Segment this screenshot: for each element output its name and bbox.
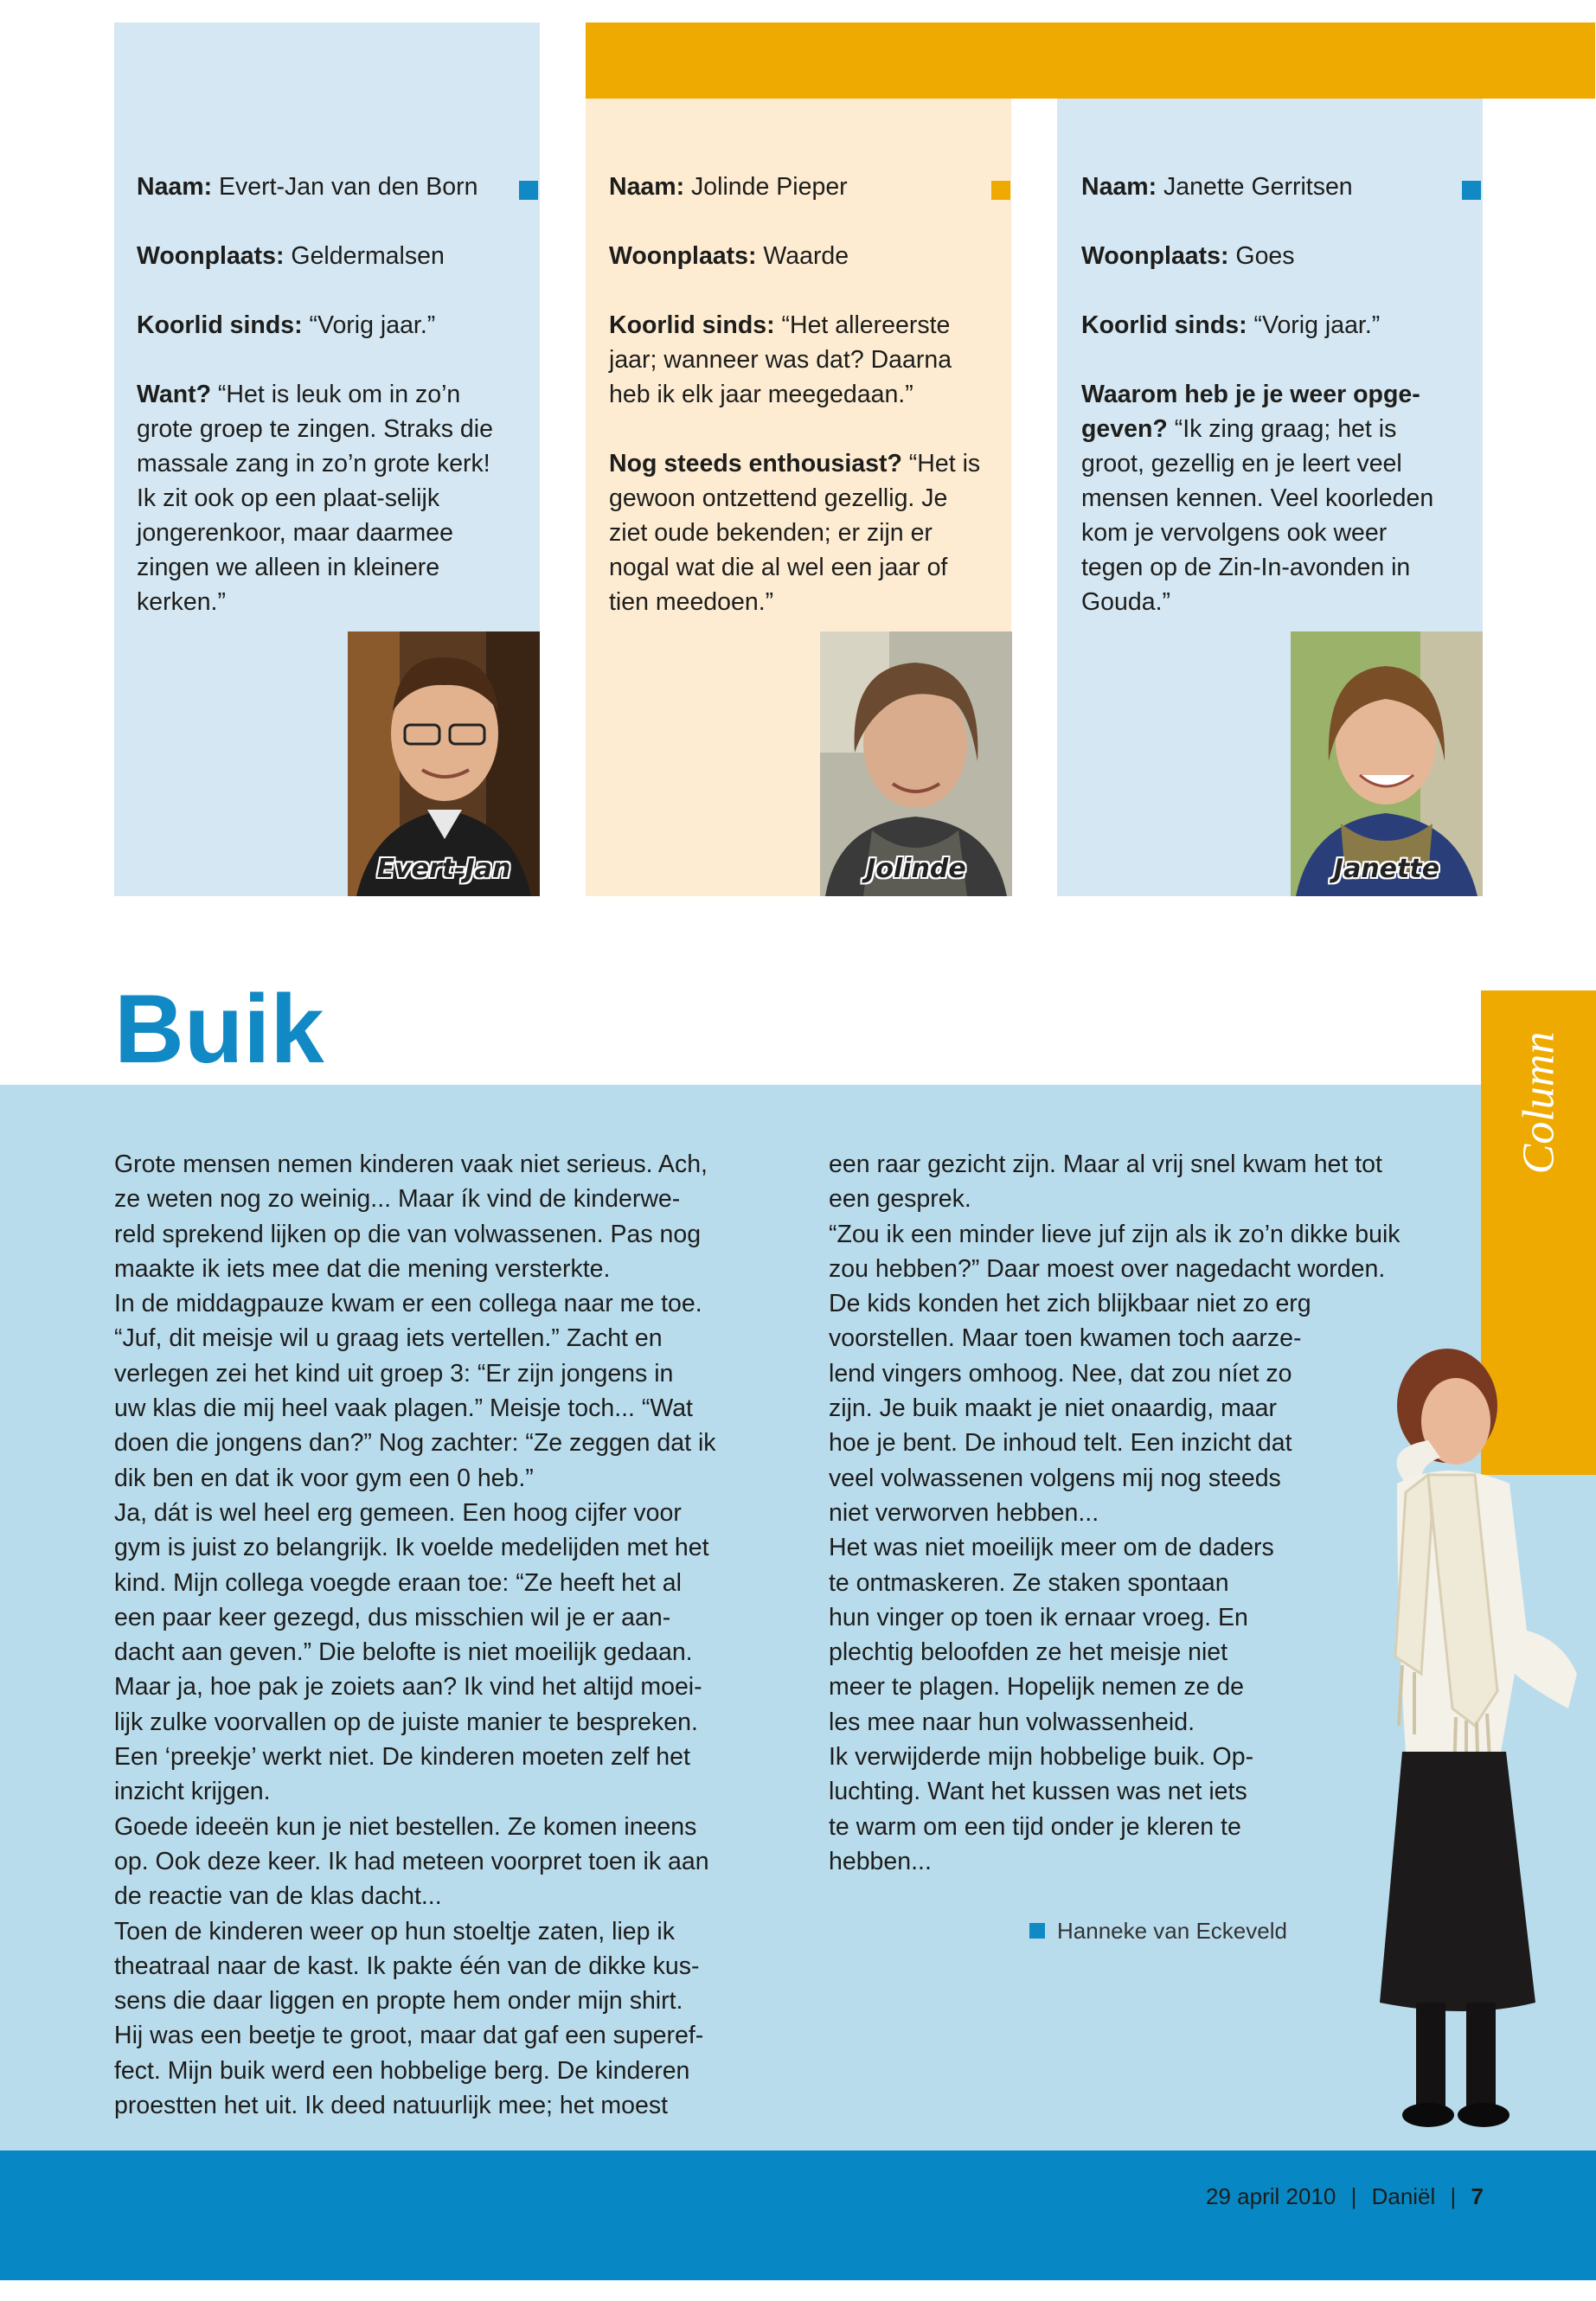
- profile-text-3: [1081, 170, 1453, 654]
- bullet-square: [1029, 1923, 1045, 1939]
- article-line: De kids konden het zich blijkbaar niet zo erg: [829, 1290, 1311, 1318]
- name-label: Naam:: [137, 173, 213, 201]
- article-line: gym is juist zo belangrijk. Ik voelde medelijden met het: [114, 1534, 709, 1562]
- article-line: Ja, dát is wel heel erg gemeen. Een hoog cijfer voor: [114, 1498, 682, 1527]
- article-line: inzicht krijgen.: [114, 1778, 271, 1806]
- article-line: doen die jongens dan?” Nog zachter: “Ze zeggen dat ik: [114, 1429, 716, 1458]
- name-value: Evert-Jan van den Born: [212, 173, 478, 201]
- article-line: Een ‘preekje’ werkt niet. De kinderen moeten zelf het: [114, 1743, 690, 1772]
- page-footer: [0, 2150, 1596, 2280]
- profile-text-2: [609, 170, 981, 654]
- portrait-photo-janette: [1291, 631, 1483, 896]
- article-line: In de middagpauze kwam er een collega naar me toe.: [114, 1290, 702, 1318]
- footer-separator: |: [1450, 2183, 1457, 2209]
- bullet-square: [519, 181, 538, 200]
- article-line: ze weten nog zo weinig... Maar ík vind de kinderwe-: [114, 1185, 681, 1214]
- portrait-photo-jolinde: [820, 631, 1012, 896]
- article-line: een gesprek.: [829, 1185, 971, 1214]
- question-answer: “Het is leuk om in zo’n grote groep te zingen. Straks die massale zang in zo’n grote kerk! Ik zit ook op een plaat-selijk jongerenkoor, maar daarmee zingen we alleen in kleinere kerken.”: [137, 381, 493, 616]
- author-name: Hanneke van Eckeveld: [1057, 1918, 1287, 1944]
- article-line: “Juf, dit meisje wil u graag iets vertellen.” Zacht en: [114, 1324, 663, 1353]
- article-line: “Zou ik een minder lieve juf zijn als ik zo’n dikke buik: [829, 1220, 1401, 1248]
- article-title: Buik: [114, 975, 324, 1083]
- article-line: maakte ik iets mee dat die mening versterkte.: [114, 1254, 611, 1283]
- article-line: zou hebben?” Daar moest over nagedacht worden.: [829, 1254, 1386, 1283]
- name-value: Janette Gerritsen: [1157, 173, 1353, 201]
- article-line: voorstellen. Maar toen kwamen toch aarze-: [829, 1324, 1302, 1353]
- author-byline: [1029, 1915, 1287, 1946]
- columnist-photo: [1345, 1345, 1596, 2132]
- since-label: Koorlid sinds:: [1081, 311, 1247, 339]
- footer-separator: |: [1350, 2183, 1357, 2209]
- article-line: sens die daar liggen en propte hem onder mijn shirt.: [114, 1987, 683, 2016]
- article-line: hun vinger op toen ik ernaar vroeg. En: [829, 1603, 1248, 1631]
- footer-info: [1206, 2183, 1484, 2210]
- name-value: Jolinde Pieper: [684, 173, 848, 201]
- question-label: Want?: [137, 381, 212, 408]
- article-line: hebben...: [829, 1847, 932, 1875]
- place-value: Geldermalsen: [284, 242, 445, 270]
- name-label: Naam:: [609, 173, 685, 201]
- footer-publication: Daniël: [1371, 2183, 1436, 2209]
- photo-caption: Janette: [1333, 854, 1440, 884]
- place-value: Goes: [1228, 242, 1295, 270]
- article-line: Ik verwijderde mijn hobbelige buik. Op-: [829, 1743, 1254, 1772]
- article-line: Toen de kinderen weer op hun stoeltje zaten, liep ik: [114, 1917, 675, 1945]
- since-value: “Vorig jaar.”: [1247, 311, 1381, 339]
- question-answer: “Het is gewoon ontzettend gezellig. Je ziet oude bekenden; er zijn er nogal wat die al wel een jaar of tien meedoen.”: [609, 450, 981, 616]
- article-line: meer te plagen. Hopelijk nemen ze de: [829, 1673, 1245, 1702]
- article-line: Het was niet moeilijk meer om de daders: [829, 1534, 1274, 1562]
- article-line: zijn. Je buik maakt je niet onaardig, maar: [829, 1394, 1278, 1423]
- article-line: luchting. Want het kussen was net iets: [829, 1778, 1247, 1806]
- article-line: lend vingers omhoog. Nee, dat zou níet zo: [829, 1359, 1292, 1388]
- article-line: dacht aan geven.” Die belofte is niet moeilijk gedaan.: [114, 1638, 693, 1667]
- article-line: te warm om een tijd onder je kleren te: [829, 1812, 1241, 1841]
- question-label: Waarom heb je je weer opge-geven?: [1081, 381, 1420, 443]
- profile-text-1: [137, 170, 509, 654]
- article-line: les mee naar hun volwassenheid.: [829, 1708, 1195, 1736]
- photo-caption: Jolinde: [866, 854, 966, 884]
- since-label: Koorlid sinds:: [137, 311, 303, 339]
- article-line: Maar ja, hoe pak je zoiets aan? Ik vind het altijd moei-: [114, 1673, 702, 1702]
- article-line: plechtig beloofden ze het meisje niet: [829, 1638, 1228, 1667]
- bullet-square: [1462, 181, 1481, 200]
- article-line: uw klas die mij heel vaak plagen.” Meisje toch... “Wat: [114, 1394, 693, 1423]
- section-label: [1481, 990, 1596, 1215]
- article-line: veel volwassenen volgens mij nog steeds: [829, 1464, 1281, 1492]
- page-number: 7: [1471, 2183, 1484, 2209]
- since-label: Koorlid sinds:: [609, 311, 775, 339]
- since-value: “Het allereerste jaar; wanneer was dat? Daarna heb ik elk jaar meegedaan.”: [609, 311, 952, 408]
- article-line: fect. Mijn buik werd een hobbelige berg. De kinderen: [114, 2056, 690, 2085]
- place-label: Woonplaats:: [609, 242, 757, 270]
- footer-date: 29 april 2010: [1206, 2183, 1336, 2209]
- article-line: niet verworven hebben...: [829, 1498, 1099, 1527]
- since-value: “Vorig jaar.”: [302, 311, 436, 339]
- article-line: lijk zulke voorvallen op de juiste manier te bespreken.: [114, 1708, 698, 1736]
- question-label: Nog steeds enthousiast?: [609, 450, 902, 478]
- article-line: verlegen zei het kind uit groep 3: “Er zijn jongens in: [114, 1359, 674, 1388]
- article-line: Hij was een beetje te groot, maar dat gaf een superef-: [114, 2022, 704, 2050]
- article-line: een raar gezicht zijn. Maar al vrij snel kwam het tot: [829, 1150, 1382, 1178]
- bottom-margin: [0, 2280, 1596, 2301]
- article-line: de reactie van de klas dacht...: [114, 1882, 442, 1911]
- top-accent-bar: [586, 22, 1595, 99]
- article-column-left: [114, 1147, 716, 2123]
- section-label-text: Column: [1514, 1031, 1563, 1175]
- article-line: reld sprekend lijken op die van volwassenen. Pas nog: [114, 1220, 702, 1248]
- bullet-square: [991, 181, 1010, 200]
- article-line: Grote mensen nemen kinderen vaak niet serieus. Ach,: [114, 1150, 708, 1178]
- article-line: Goede ideeën kun je niet bestellen. Ze komen ineens: [114, 1812, 697, 1841]
- photo-caption: Evert-Jan: [376, 854, 511, 884]
- article-line: dik ben en dat ik voor gym een 0 heb.”: [114, 1464, 534, 1492]
- article-column-right: [829, 1147, 1401, 1879]
- article-line: te ontmaskeren. Ze staken spontaan: [829, 1568, 1229, 1597]
- place-label: Woonplaats:: [1081, 242, 1229, 270]
- name-label: Naam:: [1081, 173, 1157, 201]
- place-value: Waarde: [756, 242, 849, 270]
- article-line: kind. Mijn collega voegde eraan toe: “Ze heeft het al: [114, 1568, 682, 1597]
- place-label: Woonplaats:: [137, 242, 285, 270]
- question-answer: “Ik zing graag; het is groot, gezellig en je leert veel mensen kennen. Veel koorleden kom je vervolgens ook weer tegen op de Zin-In-avonden in Gouda.”: [1081, 415, 1434, 616]
- article-line: proestten het uit. Ik deed natuurlijk mee; het moest: [114, 2092, 669, 2120]
- article-line: een paar keer gezegd, dus misschien wil je er aan-: [114, 1603, 671, 1631]
- article-line: hoe je bent. De inhoud telt. Een inzicht dat: [829, 1429, 1292, 1458]
- portrait-photo-evert-jan: [348, 631, 540, 896]
- article-line: op. Ook deze keer. Ik had meteen voorpret toen ik aan: [114, 1847, 709, 1875]
- article-line: theatraal naar de kast. Ik pakte één van de dikke kus-: [114, 1952, 700, 1980]
